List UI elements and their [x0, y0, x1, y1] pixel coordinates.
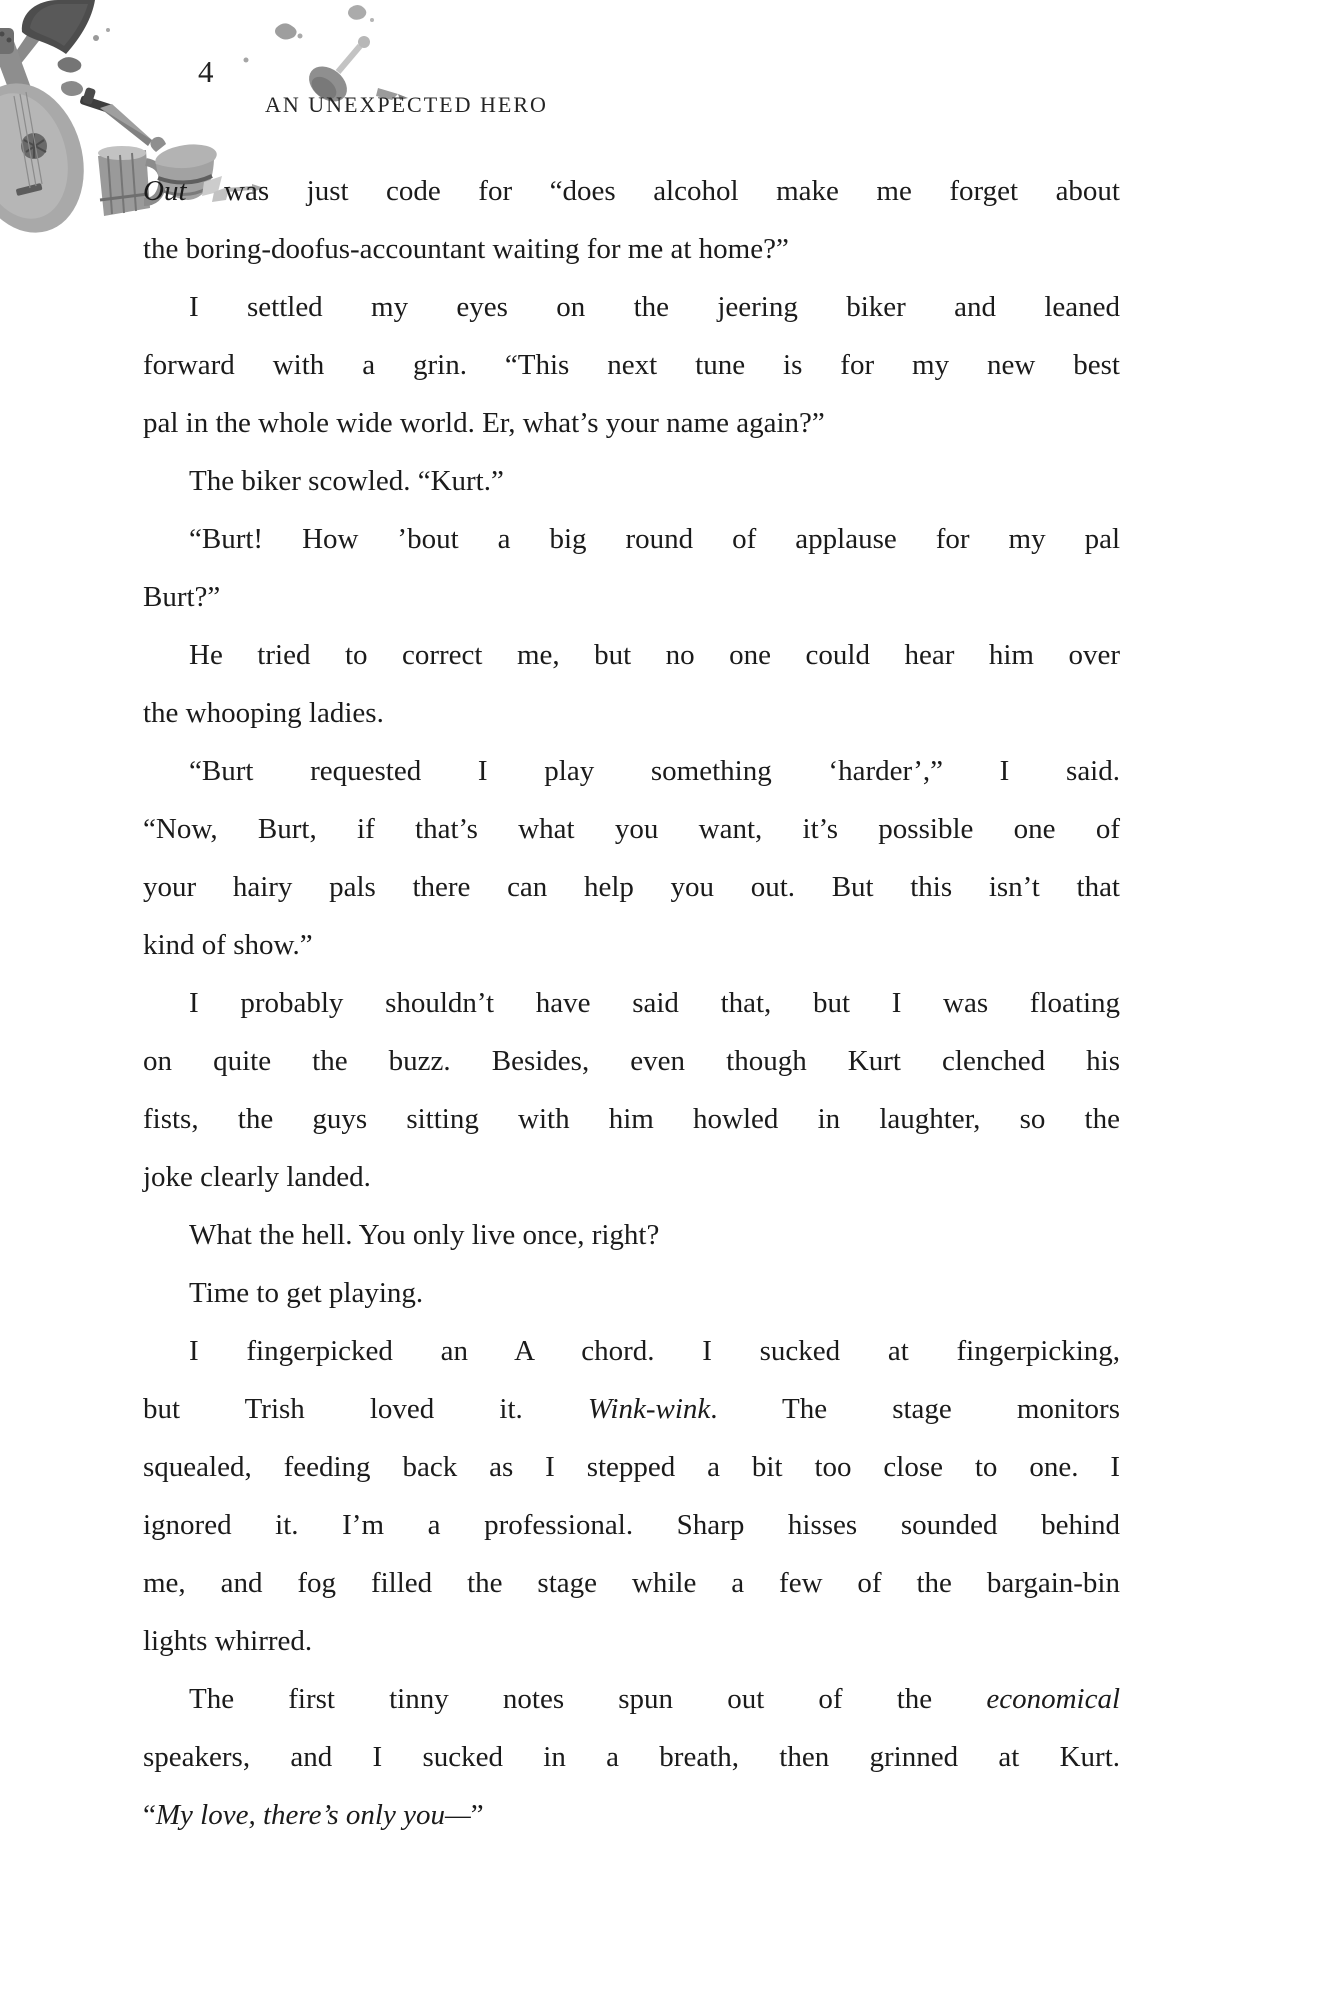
body-line: “Burt! How ’bout a big round of applause for my pal [189, 523, 1120, 555]
page-number: 4 [198, 54, 214, 89]
running-head-title: AN UNEXPECTED HERO [265, 92, 548, 117]
body-line: What the hell. You only live once, right? [189, 1219, 660, 1251]
body-line: kind of show.” [143, 929, 313, 961]
body-line: Time to get playing. [189, 1277, 424, 1309]
body-line: I settled my eyes on the jeering biker and leaned [189, 291, 1120, 323]
body-line: your hairy pals there can help you out. But this isn’t that [143, 871, 1120, 903]
body-line: me, and fog filled the stage while a few of the bargain-bin [143, 1567, 1120, 1599]
body-line: joke clearly landed. [143, 1161, 371, 1193]
body-line: The biker scowled. “Kurt.” [189, 465, 504, 497]
body-line: the whooping ladies. [143, 697, 384, 729]
paragraph [143, 1670, 1120, 1844]
paragraph [143, 452, 1120, 510]
paragraph [143, 510, 1120, 626]
body-line: but Trish loved it. Wink-wink. The stage monitors [143, 1393, 1120, 1425]
body-line: He tried to correct me, but no one could hear him over [189, 639, 1120, 671]
dagger-icon [79, 87, 152, 146]
body-line: Burt?” [143, 581, 221, 613]
body-line: pal in the whole wide world. Er, what’s your name again?” [143, 407, 825, 439]
body-line: “Now, Burt, if that’s what you want, it’s possible one of [143, 813, 1120, 845]
body-line: Out was just code for “does alcohol make me forget about [143, 175, 1120, 207]
paragraph [143, 1206, 1120, 1264]
body-line: I fingerpicked an A chord. I sucked at fingerpicking, [189, 1335, 1120, 1367]
body-line: fists, the guys sitting with him howled in laughter, so the [143, 1103, 1120, 1135]
body-line: squealed, feeding back as I stepped a bit too close to one. I [143, 1451, 1120, 1483]
body-line: The first tinny notes spun out of the economical [189, 1683, 1120, 1715]
paragraph [143, 742, 1120, 974]
paragraph [143, 278, 1120, 452]
body-line: forward with a grin. “This next tune is for my new best [143, 349, 1120, 381]
body-line: ignored it. I’m a professional. Sharp hisses sounded behind [143, 1509, 1120, 1541]
paragraph [143, 162, 1120, 278]
paragraph [143, 1322, 1120, 1670]
paragraph [143, 1264, 1120, 1322]
paragraph [143, 974, 1120, 1206]
paragraph [143, 626, 1120, 742]
body-line: speakers, and I sucked in a breath, then grinned at Kurt. [143, 1741, 1120, 1773]
body-text [143, 162, 1120, 1844]
lute-icon [0, 28, 101, 245]
body-line: the boring-doofus-accountant waiting for me at home?” [143, 233, 789, 265]
body-line: lights whirred. [143, 1625, 313, 1657]
body-line: “My love, there’s only you—” [143, 1799, 484, 1831]
body-line: “Burt requested I play something ‘harder’,” I said. [189, 755, 1120, 787]
body-line: on quite the buzz. Besides, even though Kurt clenched his [143, 1045, 1120, 1077]
body-line: I probably shouldn’t have said that, but I was floating [189, 987, 1120, 1019]
